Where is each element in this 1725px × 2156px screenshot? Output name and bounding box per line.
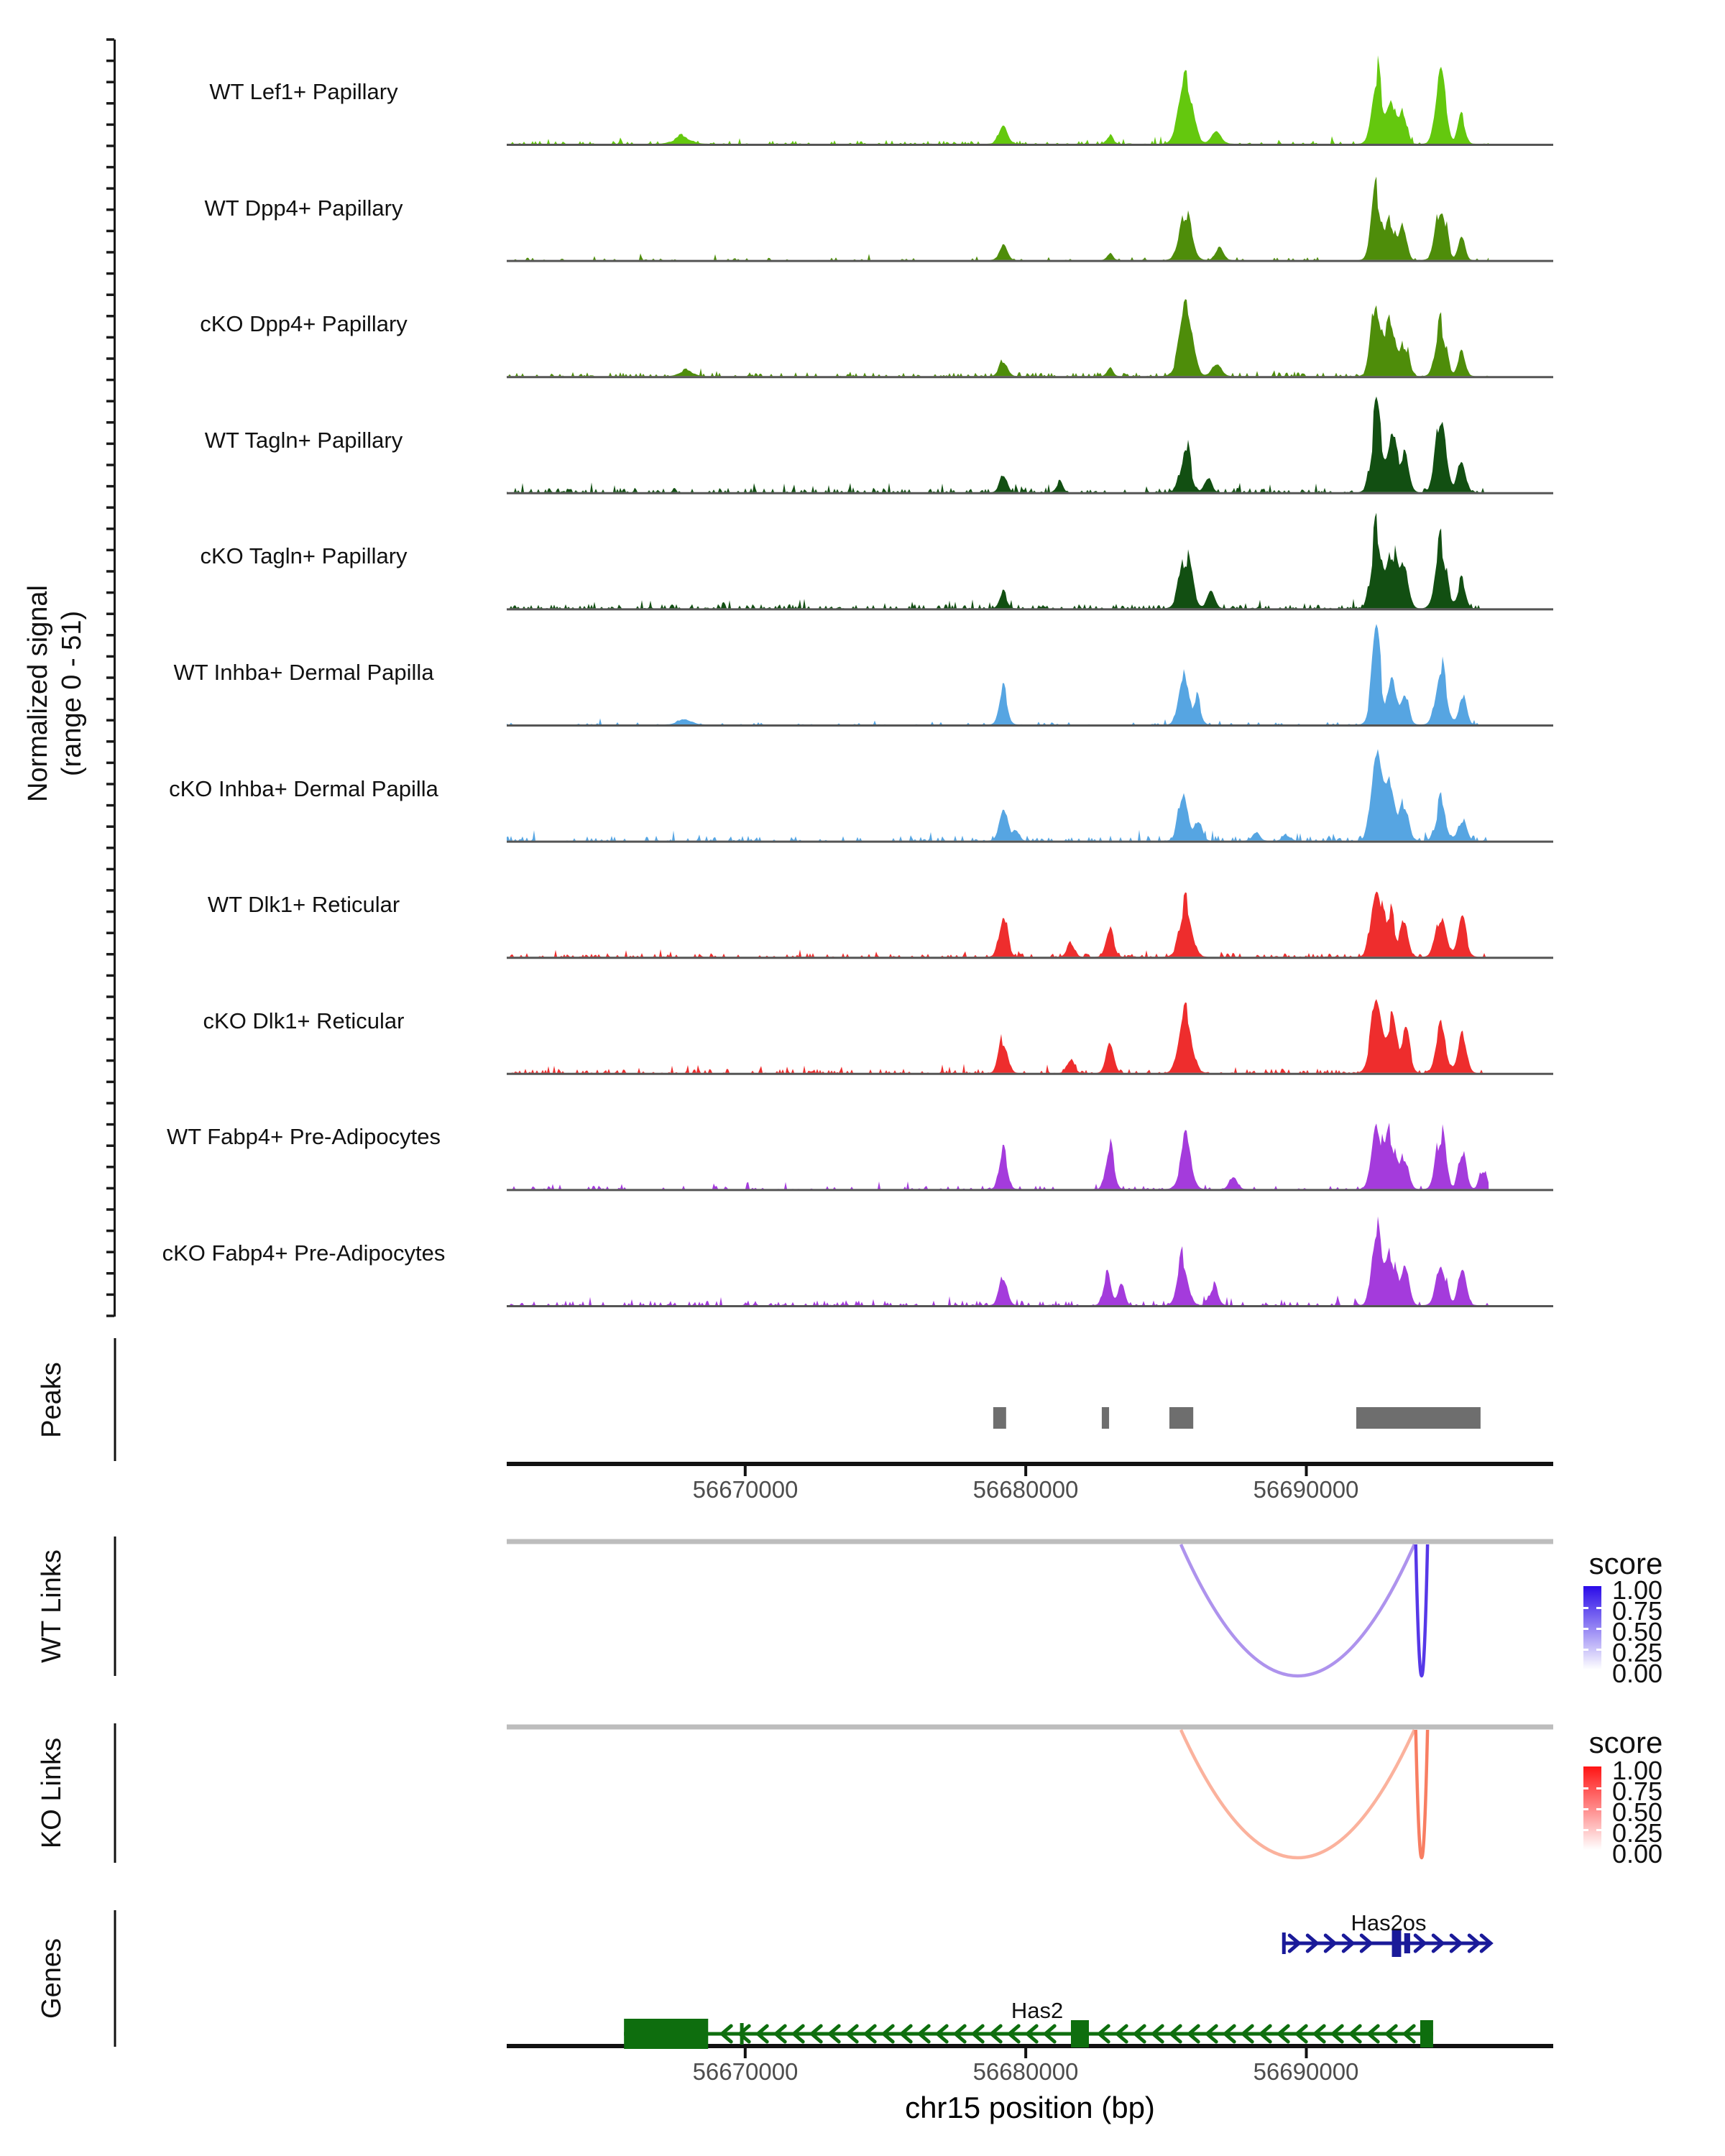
ko-links-legend-gradient <box>1583 1766 1601 1850</box>
signal-axis-label-line1: Normalized signal <box>23 585 53 803</box>
peaks-axis-tick-56670000: 56670000 <box>692 1476 799 1503</box>
section-label-wt-links: WT Links <box>37 1549 67 1663</box>
legend-bar-tick <box>1596 1649 1601 1651</box>
genes-axis-tick-56670000: 56670000 <box>692 2058 799 2085</box>
track-label-wt-dlk1: WT Dlk1+ Reticular <box>207 892 400 917</box>
legend-bar-tick <box>1596 1607 1601 1609</box>
section-label-genes: Genes <box>37 1938 67 2019</box>
track-label-cko-inhba: cKO Inhba+ Dermal Papilla <box>169 776 438 801</box>
peaks-axis-tick-56680000: 56680000 <box>972 1476 1079 1503</box>
genes-axis-tick-56690000: 56690000 <box>1253 2058 1359 2085</box>
legend-bar-tick <box>1596 1628 1601 1630</box>
coverage-area-track-1 <box>507 177 1489 260</box>
peak-interval-0 <box>993 1407 1006 1429</box>
wt-links-legend-gradient <box>1583 1586 1601 1669</box>
wt-link-arc-0 <box>1181 1544 1414 1676</box>
wt-legend-tick-025: 0.25 <box>1612 1638 1663 1667</box>
ko-link-arc-1 <box>1416 1730 1427 1858</box>
peaks-axis-tick-56690000: 56690000 <box>1253 1476 1359 1503</box>
coverage-area-track-5 <box>507 624 1489 724</box>
track-label-cko-tagln: cKO Tagln+ Papillary <box>200 543 408 568</box>
legend-bar-tick <box>1583 1607 1588 1609</box>
ko-link-arc-0 <box>1181 1730 1414 1858</box>
track-label-wt-tagln: WT Tagln+ Papillary <box>204 428 403 453</box>
ko-legend-tick-075: 0.75 <box>1612 1777 1663 1806</box>
coverage-area-track-3 <box>507 397 1489 492</box>
peak-interval-2 <box>1169 1407 1193 1429</box>
wt-legend-tick-000: 0.00 <box>1612 1659 1663 1688</box>
ko-legend-tick-025: 0.25 <box>1612 1818 1663 1848</box>
legend-bar-tick <box>1583 1649 1588 1651</box>
signal-axis-label <box>22 370 91 1017</box>
wt-legend-tick-100: 1.00 <box>1612 1575 1663 1605</box>
coverage-area-track-2 <box>507 299 1489 376</box>
genes-axis-tick-56680000: 56680000 <box>972 2058 1079 2085</box>
coverage-area-track-4 <box>507 513 1489 609</box>
track-label-wt-lef1: WT Lef1+ Papillary <box>209 79 398 104</box>
coverage-area-track-8 <box>507 999 1489 1073</box>
track-label-cko-dpp4: cKO Dpp4+ Papillary <box>200 311 408 336</box>
wt-legend-tick-075: 0.75 <box>1612 1596 1663 1626</box>
track-label-wt-dpp4: WT Dpp4+ Papillary <box>204 195 403 221</box>
ko-links-legend-title: score <box>1588 1726 1663 1759</box>
coverage-area-track-0 <box>507 55 1489 144</box>
wt-links-legend-title: score <box>1588 1547 1663 1580</box>
coverage-area-track-7 <box>507 892 1489 957</box>
legend-bar-tick <box>1583 1829 1588 1831</box>
x-axis-title: chr15 position (bp) <box>905 2091 1155 2124</box>
legend-bar-tick <box>1583 1787 1588 1789</box>
gene-label-has2os: Has2os <box>1351 1910 1427 1935</box>
track-label-cko-fabp4: cKO Fabp4+ Pre-Adipocytes <box>162 1240 446 1266</box>
wt-legend-tick-050: 0.50 <box>1612 1617 1663 1646</box>
legend-bar-tick <box>1596 1787 1601 1789</box>
track-label-cko-dlk1: cKO Dlk1+ Reticular <box>203 1008 405 1033</box>
gene-exon-has2-0 <box>624 2019 708 2049</box>
legend-bar-tick <box>1596 1829 1601 1831</box>
track-label-wt-fabp4: WT Fabp4+ Pre-Adipocytes <box>166 1124 441 1149</box>
ko-legend-tick-050: 0.50 <box>1612 1797 1663 1827</box>
legend-bar-tick <box>1596 1808 1601 1810</box>
wt-link-arc-1 <box>1416 1544 1427 1676</box>
coverage-area-track-10 <box>507 1217 1489 1306</box>
legend-bar-tick <box>1583 1808 1588 1810</box>
signal-axis-label-line2: (range 0 - 51) <box>57 610 87 777</box>
track-label-wt-inhba: WT Inhba+ Dermal Papilla <box>173 660 434 685</box>
legend-bar-tick <box>1583 1628 1588 1630</box>
coverage-area-track-6 <box>507 749 1489 840</box>
peak-interval-1 <box>1102 1407 1109 1429</box>
peak-interval-3 <box>1356 1407 1481 1429</box>
section-label-ko-links: KO Links <box>37 1737 67 1849</box>
coverage-area-track-9 <box>507 1123 1489 1189</box>
ko-legend-tick-000: 0.00 <box>1612 1839 1663 1869</box>
ko-legend-tick-100: 1.00 <box>1612 1756 1663 1785</box>
section-label-peaks: Peaks <box>37 1362 67 1438</box>
gene-label-has2: Has2 <box>1011 1998 1064 2023</box>
gene-exon-has2-2 <box>1420 2020 1433 2047</box>
